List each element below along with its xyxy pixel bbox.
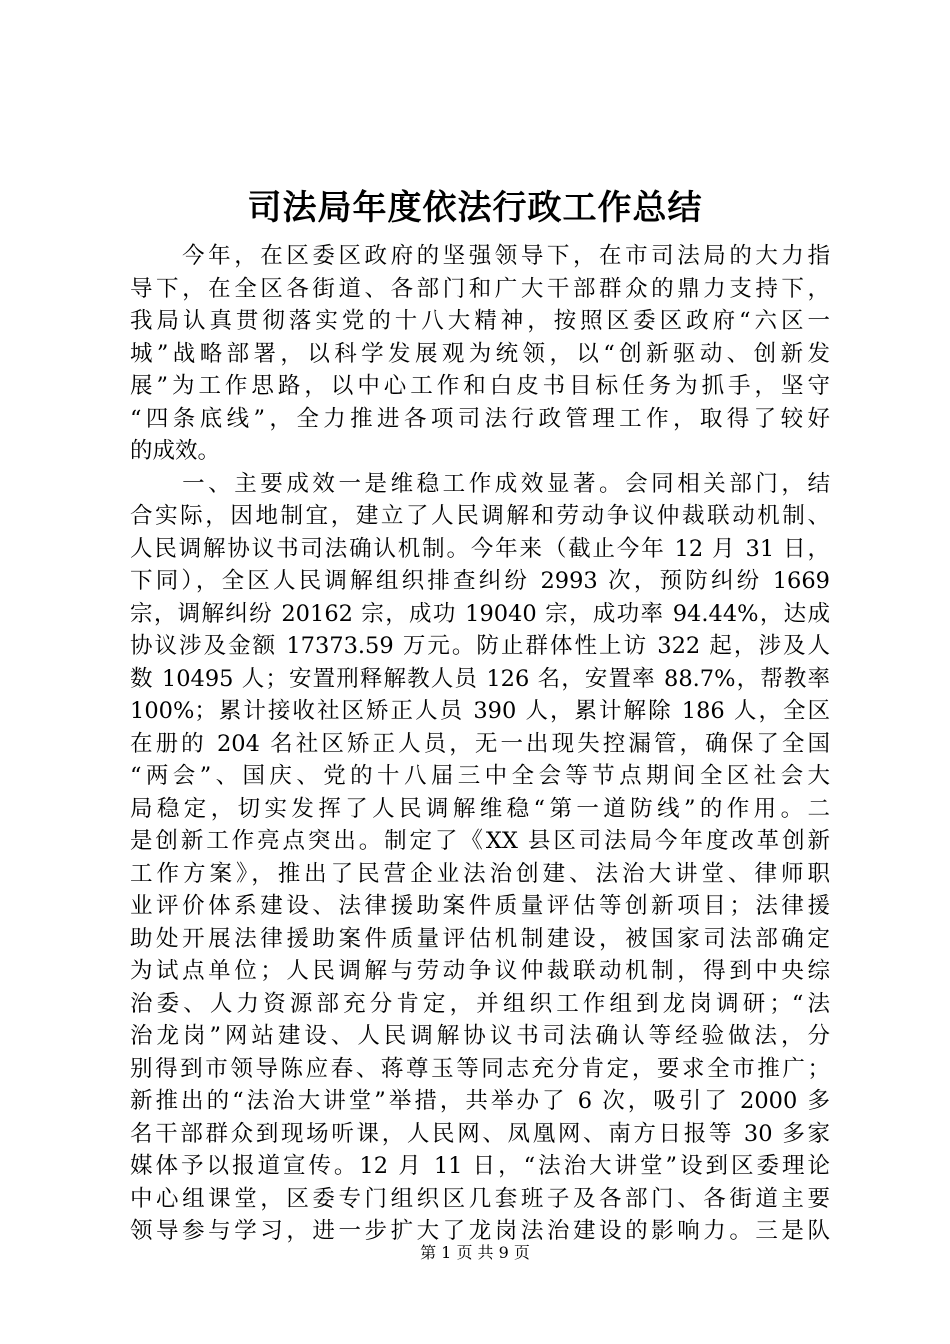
text-line: 合实际，因地制宜，建立了人民调解和劳动争议仲裁联动机制、 <box>130 503 830 529</box>
text-line: 100%；累计接收社区矫正人员 390 人，累计解除 186 人，全区 <box>130 698 830 724</box>
text-line: 人民调解协议书司法确认机制。今年来（截止今年 12 月 31 日， <box>130 535 830 562</box>
text-line: 为试点单位；人民调解与劳动争议仲裁联动机制，得到中央综 <box>130 958 830 984</box>
text-line: 在册的 204 名社区矫正人员，无一出现失控漏管，确保了全国 <box>130 730 830 757</box>
text-line: 助处开展法律援助案件质量评估机制建设，被国家司法部确定 <box>130 925 830 952</box>
text-line: 名干部群众到现场听课，人民网、凤凰网、南方日报等 30 多家 <box>130 1120 830 1147</box>
text-line: 下同），全区人民调解组织排查纠纷 2993 次，预防纠纷 1669 <box>130 568 830 594</box>
text-line: 导下，在全区各街道、各部门和广大干部群众的鼎力支持下， <box>130 275 830 302</box>
text-line: 别得到市领导陈应春、蒋尊玉等同志充分肯定，要求全市推广； <box>130 1055 830 1082</box>
text-line: “两会”、国庆、党的十八届三中全会等节点期间全区社会大 <box>130 763 830 789</box>
text-line: 业评价体系建设、法律援助案件质量评估等创新项目；法律援 <box>130 893 830 919</box>
text-line: “四条底线”，全力推进各项司法行政管理工作，取得了较好 <box>130 405 830 432</box>
text-line: 媒体予以报道宣传。12 月 11 日，“法治大讲堂”设到区委理论 <box>130 1153 830 1179</box>
text-line: 今年，在区委区政府的坚强领导下，在市司法局的大力指 <box>130 243 830 269</box>
text-line: 新推出的“法治大讲堂”举措，共举办了 6 次，吸引了 2000 多 <box>130 1088 830 1114</box>
document-title: 司法局年度依法行政工作总结 <box>247 188 703 228</box>
text-line: 我局认真贯彻落实党的十八大精神，按照区委区政府“六区一 <box>130 308 830 334</box>
text-line: 治委、人力资源部充分肯定，并组织工作组到龙岗调研；“法 <box>130 990 830 1017</box>
text-line: 工作方案》，推出了民营企业法治创建、法治大讲堂、律师职 <box>130 860 830 887</box>
document-body <box>130 240 830 1248</box>
text-line: 治龙岗”网站建设、人民调解协议书司法确认等经验做法，分 <box>130 1023 830 1049</box>
text-line: 城”战略部署，以科学发展观为统领，以“创新驱动、创新发 <box>130 340 830 367</box>
text-line: 宗，调解纠纷 20162 宗，成功 19040 宗，成功率 94.44%，达成 <box>130 600 830 627</box>
text-line: 一、主要成效一是维稳工作成效显著。会同相关部门，结 <box>130 470 830 497</box>
text-line: 中心组课堂，区委专门组织区几套班子及各部门、各街道主要 <box>130 1185 830 1212</box>
page-footer: 第 1 页 共 9 页 <box>420 1243 530 1262</box>
text-line: 领导参与学习，进一步扩大了龙岗法治建设的影响力。三是队 <box>130 1218 830 1244</box>
text-line: 局稳定，切实发挥了人民调解维稳“第一道防线”的作用。二 <box>130 795 830 822</box>
text-line: 数 10495 人；安置刑释解教人员 126 名，安置率 88.7%，帮教率 <box>130 665 830 692</box>
text-line: 展”为工作思路，以中心工作和白皮书目标任务为抓手，坚守 <box>130 373 830 399</box>
text-line: 协议涉及金额 17373.59 万元。防止群体性上访 322 起，涉及人 <box>130 633 830 659</box>
text-line: 的成效。 <box>130 438 221 464</box>
text-line: 是创新工作亮点突出。制定了《XX 县区司法局今年度改革创新 <box>130 828 830 854</box>
